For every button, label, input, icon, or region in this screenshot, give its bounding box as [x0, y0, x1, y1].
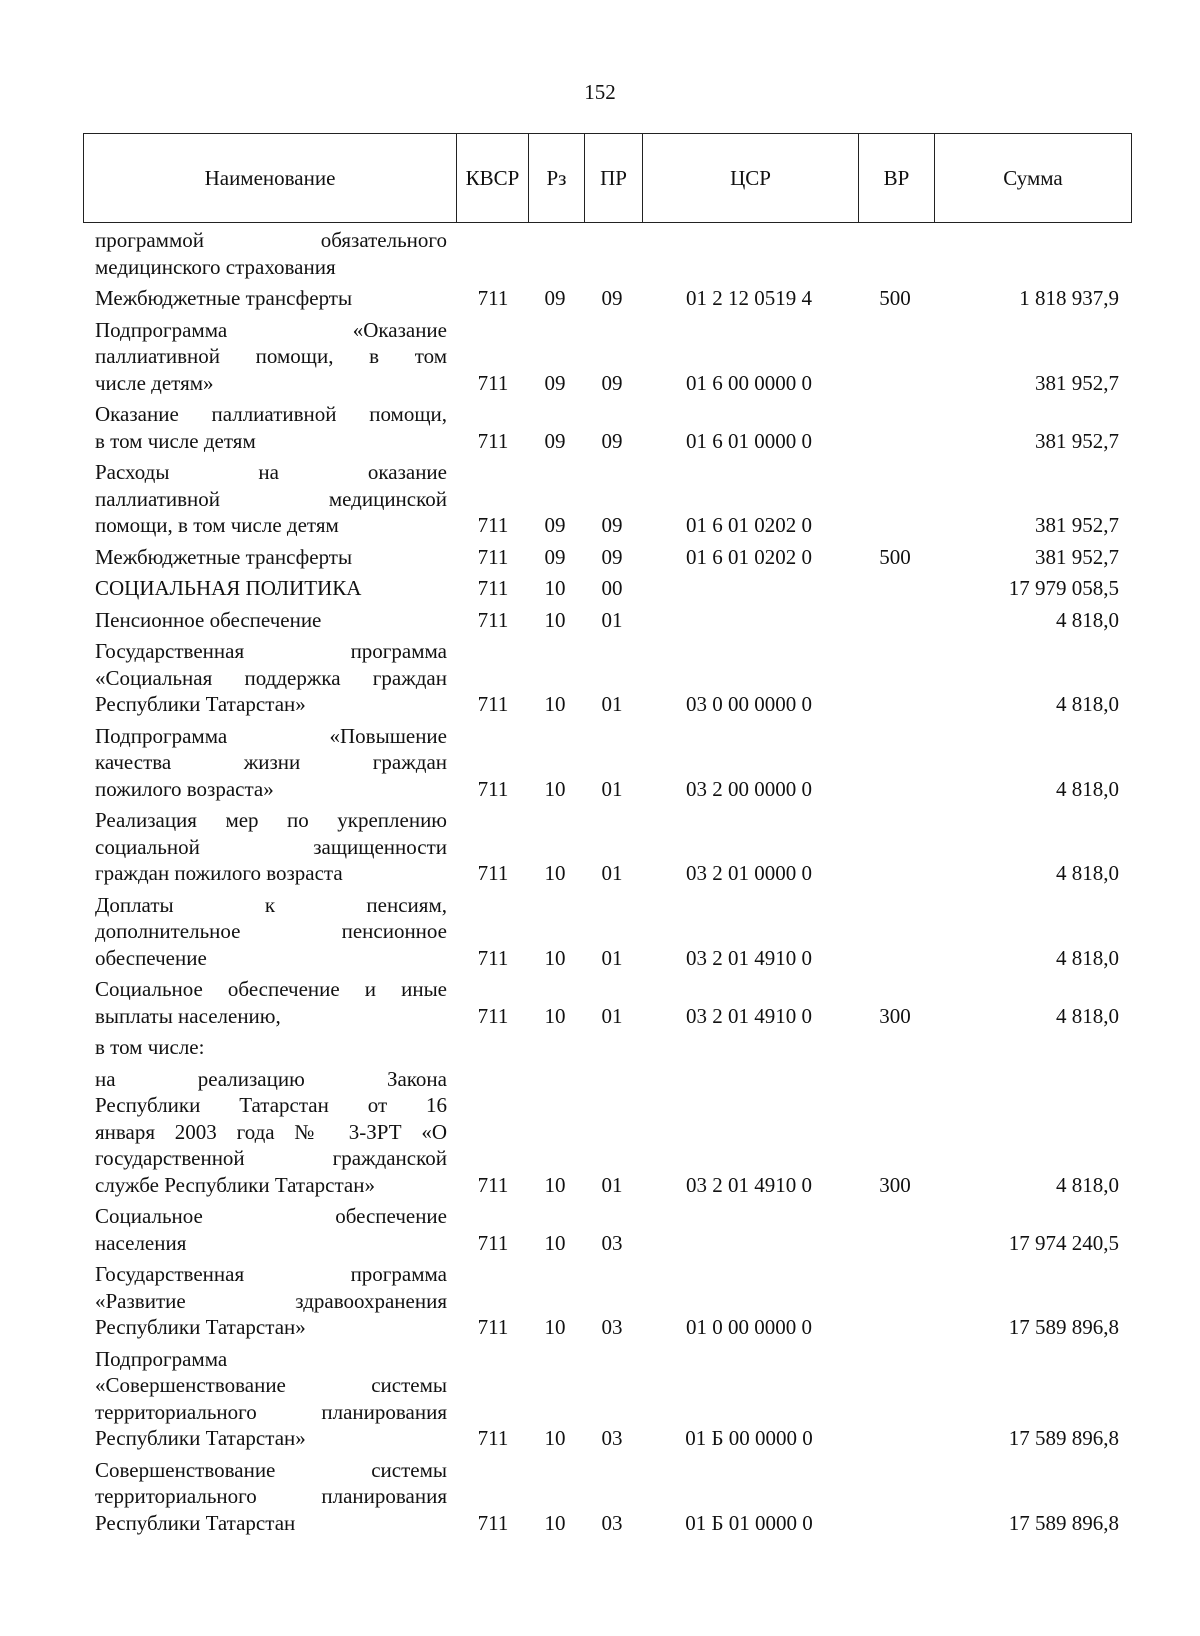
row-name-line: паллиативной медицинской — [95, 486, 447, 511]
cell-sum: 17 589 896,8 — [1008, 1510, 1119, 1535]
row-name-line: Социальное обеспечение и иные — [95, 977, 447, 1001]
row-name — [95, 575, 447, 602]
cell-csr: 03 2 01 0000 0 — [686, 861, 812, 885]
cell-sum: 17 979 058,5 — [1008, 576, 1119, 600]
row-name-line: Пенсионное обеспечение — [95, 607, 322, 632]
table-row — [0, 807, 1200, 887]
cell-sum: 4 818,0 — [1056, 1172, 1119, 1197]
cell-rz: 10 — [544, 692, 566, 716]
cell-rz: 10 — [544, 776, 566, 801]
row-name-line: Республики Татарстан» — [95, 692, 306, 716]
cell-pr: 01 — [601, 861, 623, 885]
header-rz: Рз — [529, 134, 585, 222]
cell-sum: 17 589 896,8 — [1008, 1426, 1119, 1450]
cell-pr: 03 — [601, 1510, 623, 1535]
cell-rz: 10 — [544, 1003, 566, 1028]
table-row — [0, 723, 1200, 803]
cell-sum: 381 952,7 — [1035, 370, 1119, 395]
table-row — [0, 1457, 1200, 1537]
cell-rz: 09 — [544, 370, 566, 395]
row-name-line: Республики Татарстан — [95, 1510, 296, 1535]
row-name-line: Социальное обеспечение — [95, 1204, 447, 1228]
cell-pr: 01 — [601, 945, 623, 970]
cell-rz: 10 — [544, 945, 566, 970]
row-name-line: службе Республики Татарстан» — [95, 1172, 375, 1197]
table-row — [0, 1203, 1200, 1256]
row-name-line: Подпрограмма — [95, 1346, 228, 1371]
table-row — [0, 1261, 1200, 1341]
cell-kvsr: 711 — [477, 1315, 509, 1339]
cell-kvsr: 711 — [477, 1510, 509, 1535]
cell-pr: 09 — [601, 544, 623, 569]
cell-sum: 4 818,0 — [1056, 692, 1119, 716]
header-csr: ЦСР — [643, 134, 859, 222]
row-name-line: Расходы на оказание — [95, 460, 447, 484]
row-name — [95, 459, 447, 539]
cell-csr: 01 6 01 0202 0 — [686, 513, 812, 537]
cell-sum: 4 818,0 — [1056, 861, 1119, 885]
cell-sum: 17 974 240,5 — [1008, 1230, 1119, 1255]
cell-csr: 01 Б 01 0000 0 — [685, 1510, 813, 1535]
row-name-line: социальной защищенности — [95, 834, 447, 859]
cell-sum: 381 952,7 — [1035, 428, 1119, 453]
cell-pr: 09 — [601, 513, 623, 537]
cell-pr: 01 — [601, 776, 623, 801]
header-sum: Сумма — [1003, 165, 1063, 190]
row-name — [95, 1034, 447, 1061]
cell-rz: 10 — [544, 576, 566, 600]
cell-rz: 10 — [544, 607, 566, 632]
table-row — [0, 976, 1200, 1029]
row-name-line: дополнительное пенсионное — [95, 919, 447, 943]
cell-csr: 03 0 00 0000 0 — [686, 692, 812, 716]
row-name-line: Совершенствование системы — [95, 1457, 447, 1482]
cell-kvsr: 711 — [477, 861, 509, 885]
table-row — [0, 285, 1200, 312]
cell-sum: 4 818,0 — [1056, 607, 1119, 632]
cell-pr: 09 — [601, 286, 623, 310]
row-name-line: программой обязательного — [95, 228, 447, 252]
cell-sum: 1 818 937,9 — [1019, 286, 1119, 310]
cell-sum: 4 818,0 — [1056, 945, 1119, 970]
cell-kvsr: 711 — [477, 576, 509, 600]
cell-csr: 01 0 00 0000 0 — [686, 1315, 812, 1339]
row-name-line: числе детям» — [95, 370, 214, 395]
row-name-line: Республики Татарстан» — [95, 1426, 306, 1450]
row-name — [95, 976, 447, 1029]
row-name — [95, 1457, 447, 1537]
row-name — [95, 892, 447, 972]
row-name-line: «Совершенствование системы — [95, 1373, 447, 1397]
cell-rz: 10 — [544, 1230, 566, 1255]
cell-kvsr: 711 — [477, 513, 509, 537]
cell-kvsr: 711 — [477, 1003, 509, 1028]
cell-kvsr: 711 — [477, 428, 509, 453]
row-name-line: Подпрограмма «Оказание — [95, 317, 447, 342]
cell-kvsr: 711 — [477, 1426, 509, 1450]
header-kvsr: КВСР — [457, 134, 529, 222]
table-row — [0, 1034, 1200, 1061]
cell-pr: 03 — [601, 1315, 623, 1339]
table-row — [0, 317, 1200, 397]
header-pr: ПР — [585, 134, 643, 222]
row-name-line: Оказание паллиативной помощи, — [95, 402, 447, 426]
cell-pr: 03 — [601, 1426, 623, 1450]
cell-kvsr: 711 — [477, 370, 509, 395]
row-name-line: «Социальная поддержка граждан — [95, 665, 447, 690]
cell-pr: 01 — [601, 607, 623, 632]
row-name-line: Государственная программа — [95, 1262, 447, 1286]
cell-pr: 01 — [601, 692, 623, 716]
cell-csr: 01 6 01 0202 0 — [686, 544, 812, 569]
cell-kvsr: 711 — [477, 1230, 509, 1255]
cell-kvsr: 711 — [477, 692, 509, 716]
row-name — [95, 723, 447, 803]
row-name-line: пожилого возраста» — [95, 776, 274, 801]
row-name-line: января 2003 года № 3-ЗРТ «О — [95, 1119, 447, 1144]
row-name-line: Республики Татарстан» — [95, 1315, 306, 1339]
cell-pr: 01 — [601, 1172, 623, 1197]
cell-sum: 381 952,7 — [1035, 544, 1119, 569]
row-name-line: Межбюджетные трансферты — [95, 286, 353, 310]
cell-rz: 10 — [544, 1510, 566, 1535]
row-name-line: Государственная программа — [95, 639, 447, 663]
row-name-line: территориального планирования — [95, 1399, 447, 1424]
table-header — [83, 133, 1132, 223]
row-name-line: Доплаты к пенсиям, — [95, 892, 447, 917]
row-name-line: паллиативной помощи, в том — [95, 344, 447, 368]
table-row — [0, 401, 1200, 454]
row-name-line: СОЦИАЛЬНАЯ ПОЛИТИКА — [95, 576, 362, 600]
cell-rz: 10 — [544, 1172, 566, 1197]
row-name — [95, 227, 447, 280]
row-name — [95, 607, 447, 634]
row-name-line: на реализацию Закона — [95, 1066, 447, 1091]
table-row — [0, 1346, 1200, 1452]
row-name — [95, 1346, 447, 1452]
cell-pr: 09 — [601, 428, 623, 453]
cell-rz: 09 — [544, 286, 566, 310]
row-name — [95, 401, 447, 454]
table-row — [0, 227, 1200, 280]
table-row — [0, 544, 1200, 571]
cell-csr: 01 6 01 0000 0 — [686, 428, 812, 453]
cell-vr: 500 — [879, 286, 911, 310]
row-name-line: Реализация мер по укреплению — [95, 808, 447, 832]
cell-pr: 01 — [601, 1003, 623, 1028]
cell-sum: 381 952,7 — [1035, 513, 1119, 537]
cell-rz: 09 — [544, 513, 566, 537]
table-row — [0, 638, 1200, 718]
row-name-line: территориального планирования — [95, 1484, 447, 1508]
cell-csr: 01 2 12 0519 4 — [686, 286, 812, 310]
table-row — [0, 575, 1200, 602]
row-name-line: помощи, в том числе детям — [95, 513, 339, 537]
row-name-line: Межбюджетные трансферты — [95, 544, 353, 569]
cell-kvsr: 711 — [477, 1172, 509, 1197]
row-name — [95, 1203, 447, 1256]
row-name — [95, 544, 447, 571]
cell-rz: 09 — [544, 428, 566, 453]
cell-vr: 300 — [879, 1172, 911, 1197]
cell-sum: 4 818,0 — [1056, 1003, 1119, 1028]
cell-vr: 300 — [879, 1003, 911, 1028]
row-name-line: государственной гражданской — [95, 1146, 447, 1170]
header-name: Наименование — [84, 134, 457, 222]
cell-kvsr: 711 — [477, 544, 509, 569]
cell-rz: 09 — [544, 544, 566, 569]
table-row — [0, 607, 1200, 634]
cell-rz: 10 — [544, 861, 566, 885]
cell-rz: 10 — [544, 1315, 566, 1339]
cell-sum: 17 589 896,8 — [1008, 1315, 1119, 1339]
cell-pr: 09 — [601, 370, 623, 395]
row-name-line: Подпрограмма «Повышение — [95, 723, 447, 748]
cell-kvsr: 711 — [477, 776, 509, 801]
cell-csr: 03 2 01 4910 0 — [686, 945, 812, 970]
cell-csr: 03 2 01 4910 0 — [686, 1172, 812, 1197]
row-name — [95, 638, 447, 718]
row-name-line: «Развитие здравоохранения — [95, 1288, 447, 1313]
cell-kvsr: 711 — [477, 945, 509, 970]
row-name — [95, 1261, 447, 1341]
row-name — [95, 285, 447, 312]
cell-kvsr: 711 — [477, 286, 509, 310]
row-name-line: выплаты населению, — [95, 1003, 281, 1028]
cell-pr: 00 — [601, 576, 623, 600]
cell-sum: 4 818,0 — [1056, 776, 1119, 801]
row-name — [95, 1066, 447, 1199]
row-name-line: в том числе детям — [95, 428, 256, 453]
cell-csr: 03 2 01 4910 0 — [686, 1003, 812, 1028]
row-name — [95, 807, 447, 887]
row-name-line: обеспечение — [95, 945, 207, 970]
header-vr: ВР — [859, 134, 935, 222]
cell-rz: 10 — [544, 1426, 566, 1450]
cell-csr: 01 Б 00 0000 0 — [685, 1426, 813, 1450]
row-name-line: населения — [95, 1230, 187, 1255]
row-name-line: качества жизни граждан — [95, 750, 447, 774]
row-name — [95, 317, 447, 397]
row-name-line: медицинского страхования — [95, 254, 336, 279]
row-name-line: в том числе: — [95, 1035, 205, 1059]
cell-csr: 03 2 00 0000 0 — [686, 776, 812, 801]
page-number: 152 — [584, 80, 616, 104]
cell-pr: 03 — [601, 1230, 623, 1255]
cell-vr: 500 — [879, 544, 911, 569]
table-row — [0, 459, 1200, 539]
row-name-line: Республики Татарстан от 16 — [95, 1093, 447, 1117]
row-name-line: граждан пожилого возраста — [95, 861, 343, 885]
cell-csr: 01 6 00 0000 0 — [686, 370, 812, 395]
cell-kvsr: 711 — [477, 607, 509, 632]
table-row — [0, 892, 1200, 972]
table-row — [0, 1066, 1200, 1199]
